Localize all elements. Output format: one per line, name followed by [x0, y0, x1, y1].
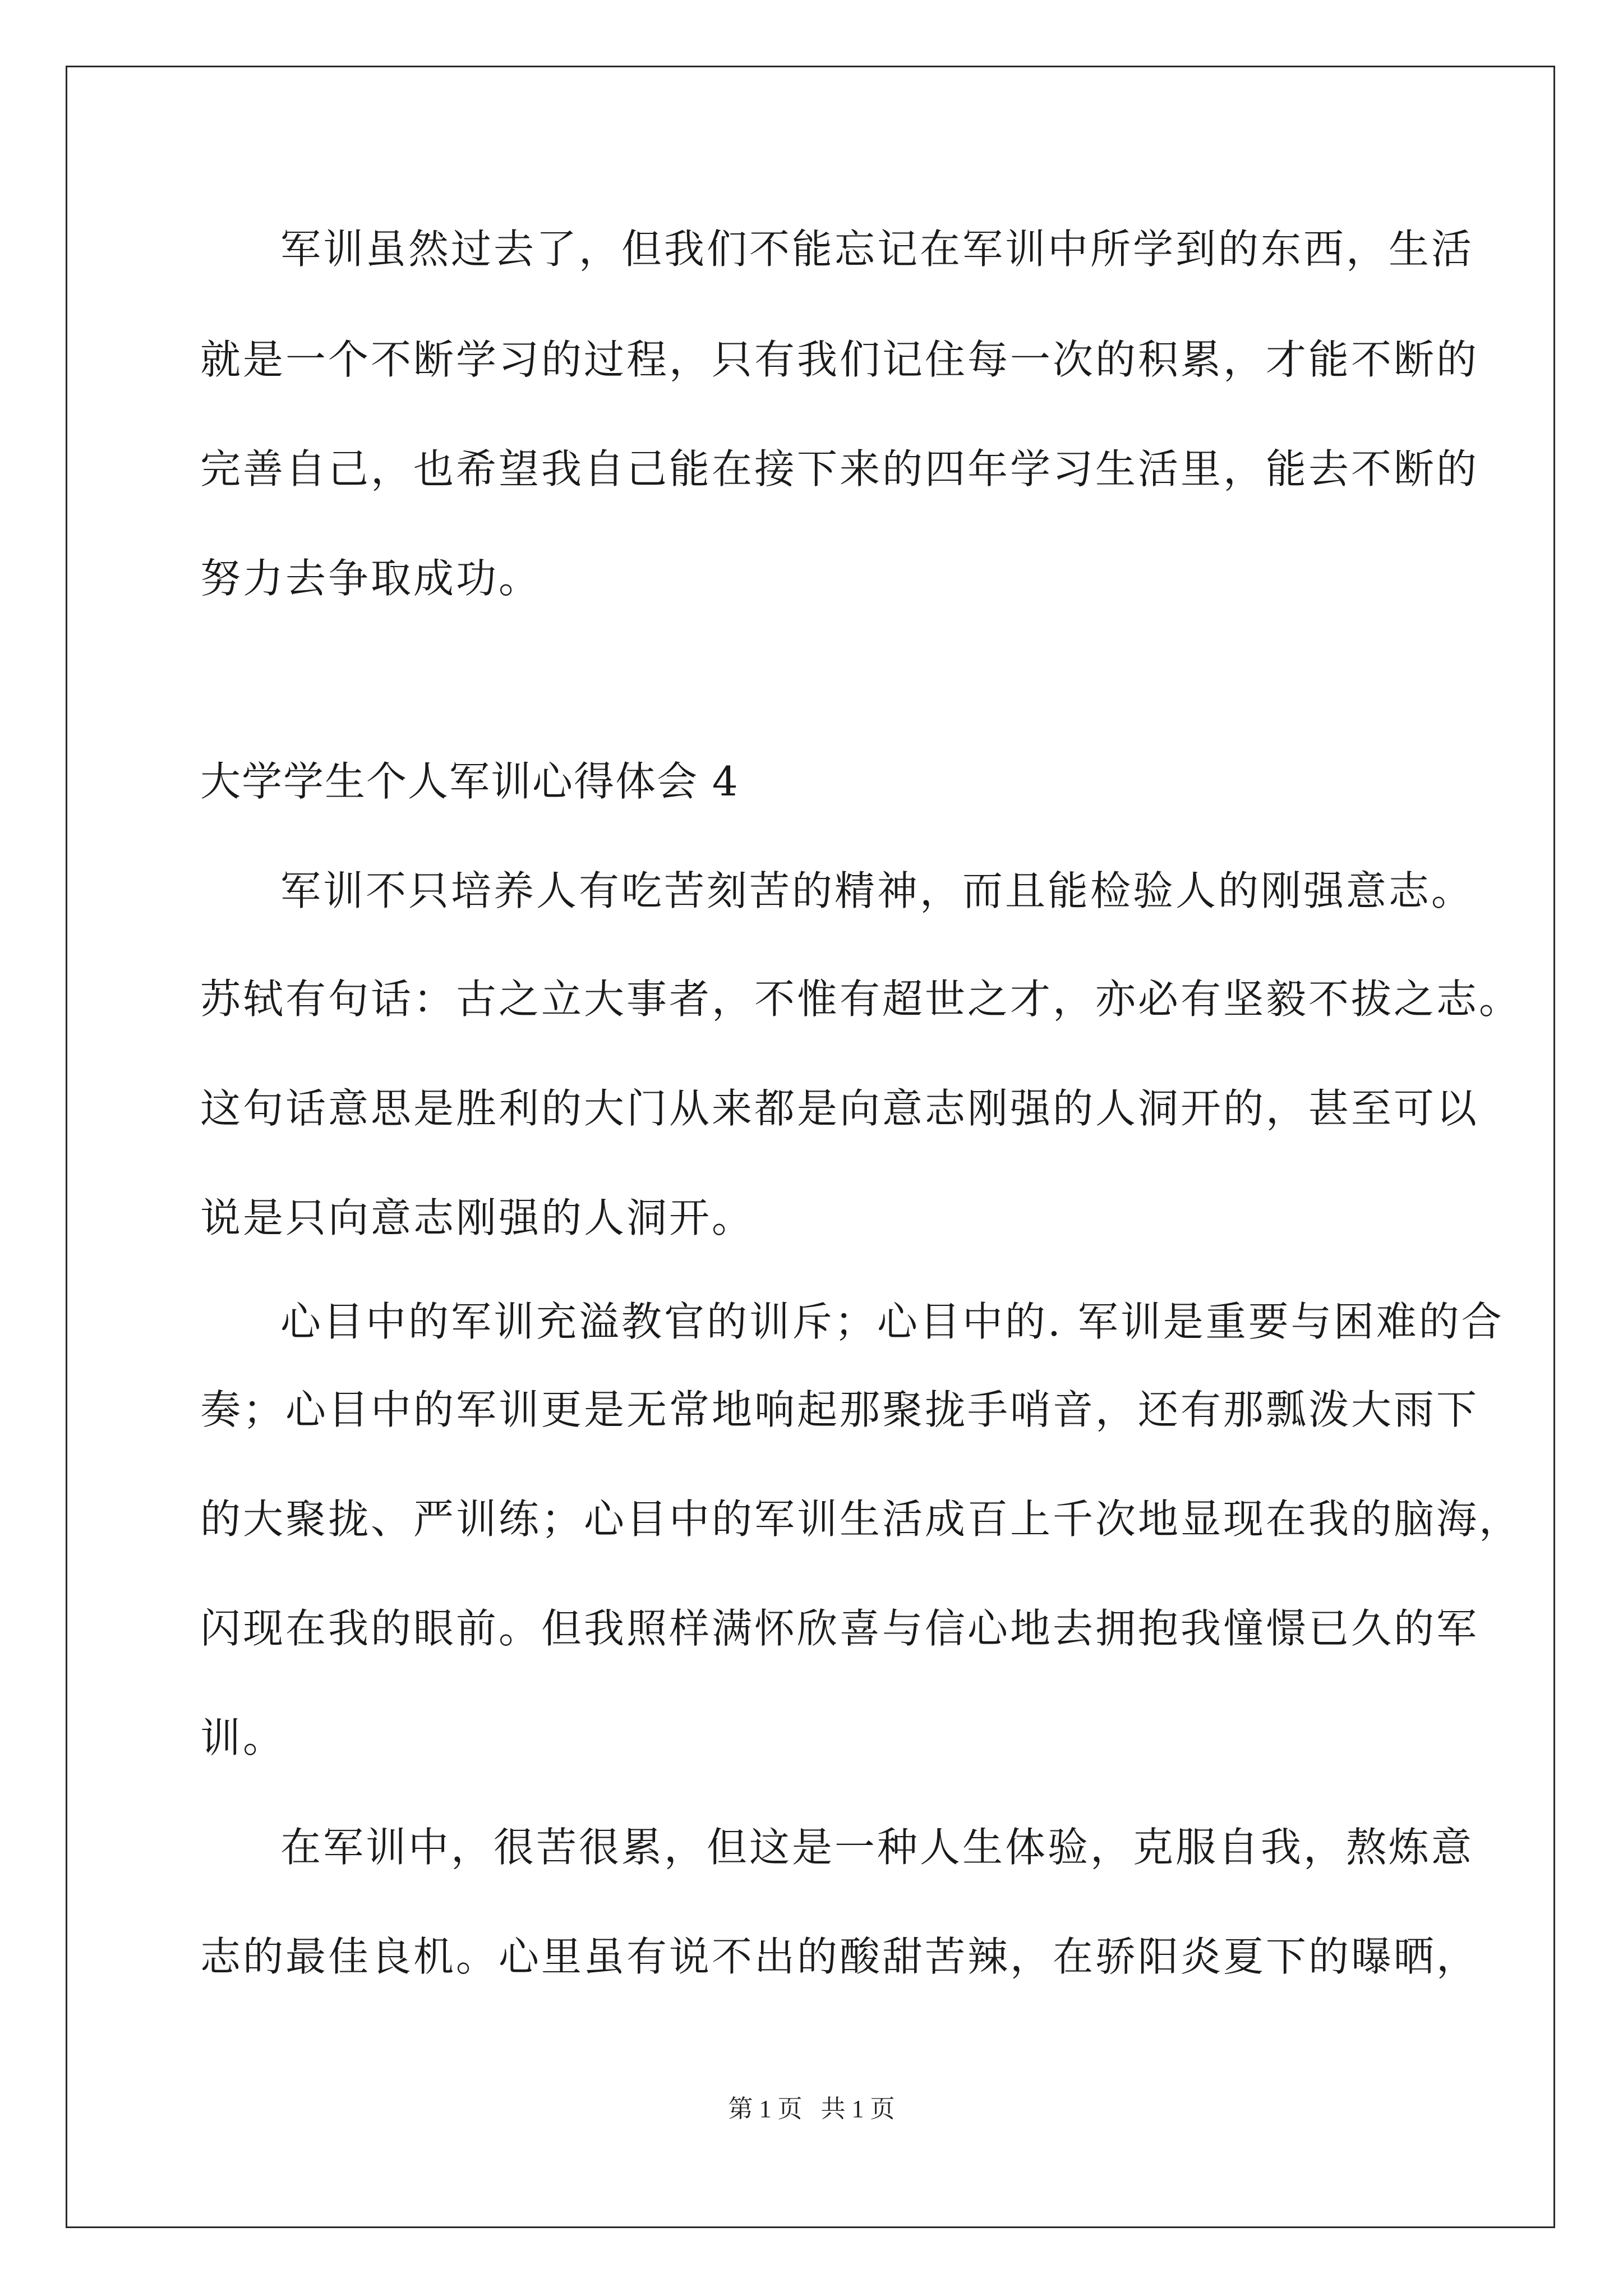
paragraph-2-line-1: 军训不只培养人有吃苦刻苦的精神，而且能检验人的刚强意志。: [280, 867, 1474, 914]
paragraph-3-line-4: 闪现在我的眼前。但我照样满怀欣喜与信心地去拥抱我憧憬已久的军: [200, 1605, 1479, 1652]
paragraph-3-line-5: 训。: [200, 1714, 286, 1761]
paragraph-2-line-4: 说是只向意志刚强的人洞开。: [200, 1194, 755, 1241]
paragraph-3-line-3: 的大聚拢、严训练；心目中的军训生活成百上千次地显现在我的脑海，: [200, 1496, 1522, 1543]
paragraph-1-line-1: 军训虽然过去了，但我们不能忘记在军训中所学到的东西，生活: [280, 226, 1474, 273]
paragraph-2-line-2: 苏轼有句话：古之立大事者，不惟有超世之才，亦必有坚毅不拔之志。: [200, 976, 1522, 1023]
paragraph-4-line-2: 志的最佳良机。心里虽有说不出的酸甜苦辣，在骄阳炎夏下的曝晒，: [200, 1933, 1479, 1980]
paragraph-3-line-1: 心目中的军训充溢教官的训斥；心目中的. 军训是重要与困难的合: [280, 1298, 1504, 1345]
paragraph-3-line-2: 奏；心目中的军训更是无常地响起那聚拢手哨音，还有那瓢泼大雨下: [200, 1386, 1479, 1433]
section-heading: 大学学生个人军训心得体会 4: [200, 758, 739, 805]
paragraph-2-line-3: 这句话意思是胜利的大门从来都是向意志刚强的人洞开的，甚至可以: [200, 1085, 1479, 1132]
page-footer: 第 1 页 共 1 页: [728, 2095, 895, 2123]
paragraph-1-line-2: 就是一个不断学习的过程，只有我们记住每一次的积累，才能不断的: [200, 336, 1479, 383]
paragraph-4-line-1: 在军训中，很苦很累，但这是一种人生体验，克服自我，熬炼意: [280, 1824, 1474, 1871]
page-border: [66, 66, 1555, 2228]
paragraph-1-line-4: 努力去争取成功。: [200, 555, 542, 602]
paragraph-1-line-3: 完善自己，也希望我自己能在接下来的四年学习生活里，能去不断的: [200, 445, 1479, 493]
